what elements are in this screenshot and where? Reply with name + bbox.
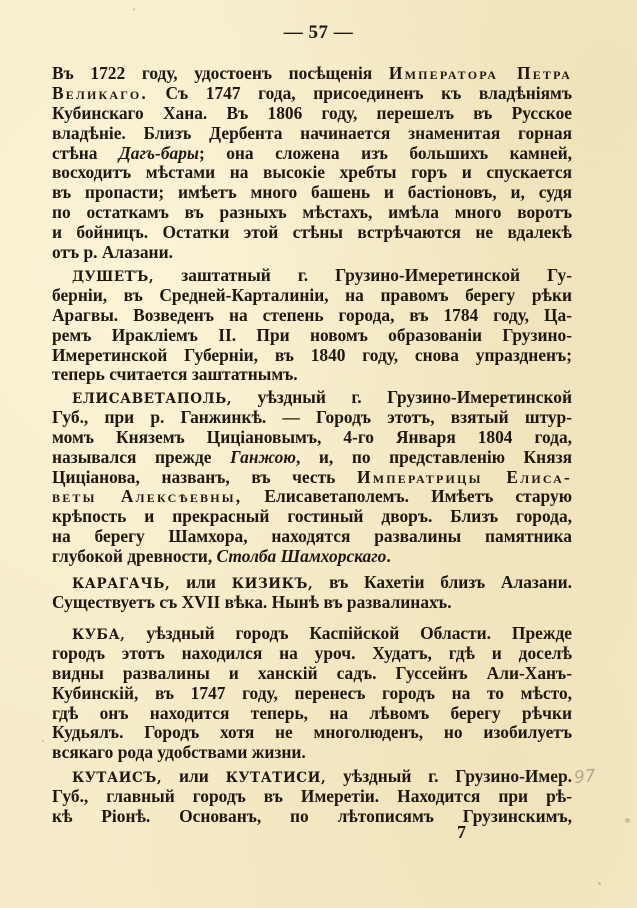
alt-headword: КИЗИКЪ, — [231, 576, 314, 592]
spaced-name: Императрицы Елиса- — [356, 466, 572, 487]
signature-mark: 7 — [457, 822, 466, 842]
text-run: Цицiанова, названъ, въ честь — [52, 466, 336, 487]
text-line: владѣніе. Близъ Дербента начинается знаменитая горная — [52, 122, 572, 143]
text-line: Кубинскаго Хана. Въ 1806 году, перешелъ въ Русское — [52, 102, 572, 123]
text-line: ремъ Ираклiемъ II. При новомъ образованіи Грузино- — [52, 324, 572, 345]
text-line — [52, 266, 572, 286]
pencil-margin-note: 97 — [573, 765, 597, 789]
alt-headword: КУТАТИСИ, — [225, 770, 327, 786]
text-line — [52, 547, 572, 567]
text-line: и бойницъ. Остатки этой стѣны встрѣчаются не вдалекѣ — [52, 222, 572, 243]
text-line: Кубинскій, въ 1747 году, перенесъ городъ на то мѣсто, — [52, 682, 572, 703]
text-run: заштатный г. Грузино-Имеретинской Гу- — [181, 265, 572, 285]
headword: КУТАИСЪ, — [72, 770, 163, 786]
spaced-name: Великаго. — [52, 82, 148, 103]
connector-word: или — [179, 766, 209, 786]
text-line — [52, 624, 572, 644]
text-line — [52, 573, 572, 593]
entry-kutais — [52, 767, 572, 827]
text-run: въ Кахетіи близъ Алазани. — [329, 572, 572, 592]
text-run: уѣздный г. Грузино-Имеретинской — [257, 387, 572, 407]
text-line: гдѣ онъ находится теперь, на лѣвомъ берегу рѣчки — [52, 702, 572, 723]
text-line: берніи, въ Средней-Карталиніи, на правомъ берегу рѣки — [52, 284, 572, 305]
text-run: стѣна — [52, 142, 98, 163]
text-line: въ пропасти; имѣетъ много башень и бастіоновъ, и, судя — [52, 182, 572, 203]
entry-kuba — [52, 624, 572, 763]
text-run: , и, по представленію Князя — [296, 446, 572, 467]
text-line: Арагвы. Возведенъ на степень города, въ 1784 году, Ца- — [52, 304, 572, 325]
text-run: уѣздный городъ Каспійской Области. Прежде — [146, 623, 572, 643]
text-line — [52, 388, 572, 408]
text-run: Въ 1722 году, удостоенъ посѣщенія — [52, 63, 373, 83]
text-line: восходитъ мѣстами на высокіе хребты горъ и спускается — [52, 162, 572, 183]
paper-speck — [625, 818, 630, 823]
spaced-name: Императора Петра — [388, 63, 572, 83]
text-run: назывался прежде — [52, 446, 212, 467]
text-line: кѣ Ріонѣ. Основанъ, по лѣтописямъ Грузинскимъ, — [52, 805, 572, 826]
text-line: момъ Княземъ Цицiановымъ, 4-го Января 1804 года, — [52, 426, 572, 447]
text-line — [52, 487, 572, 507]
text-line: теперь считается заштатнымъ. — [52, 364, 298, 385]
text-line — [52, 84, 572, 104]
text-line: крѣпость и прекрасный гостиный дворъ. Близъ города, — [52, 506, 572, 527]
entry-karagach — [52, 573, 572, 613]
page-number: — 57 — — [283, 22, 354, 43]
text-line — [52, 64, 572, 84]
entry-dushet — [52, 266, 572, 385]
spaced-name: веты Алексѣевны, — [52, 486, 243, 507]
entry-elisavetpol — [52, 388, 572, 567]
italic-term: Столба Шамхорскаго — [216, 546, 387, 567]
text-line: Кудьялъ. Городъ хотя не многолюденъ, но изобилуетъ — [52, 722, 572, 743]
headword: ЕЛИСАВЕТАПОЛЬ, — [72, 391, 233, 407]
italic-term: Дагъ-бары — [118, 142, 199, 163]
text-run: глубокой древности, — [52, 546, 213, 567]
text-run: ; она сложена изъ большихъ камней, — [198, 142, 572, 163]
text-run: уѣздный г. Грузино-Имер. — [343, 766, 572, 786]
text-line — [52, 144, 572, 164]
text-line: на берегу Шамхора, находятся развалины памятника — [52, 526, 572, 547]
text-line: Имеретинской Губерніи, въ 1840 году, снова упраздненъ; — [52, 344, 572, 365]
text-line: городъ этотъ находился на уроч. Худатъ, гдѣ и доселѣ — [52, 642, 572, 663]
headword: ДУШЕТЪ, — [72, 269, 155, 285]
text-line — [52, 448, 572, 468]
text-line: Губ., главный городъ въ Имеретіи. Находится при рѣ- — [52, 785, 572, 806]
text-line — [52, 468, 572, 488]
text-line — [52, 767, 572, 787]
text-line: Существуетъ съ XVII вѣка. Нынѣ въ развалинахъ. — [52, 591, 452, 612]
text-line: отъ р. Алазани. — [52, 242, 173, 263]
text-line: Губ., при р. Ганжинкѣ. — Городъ этотъ, взятый штур- — [52, 406, 572, 427]
headword: КУБА, — [72, 627, 126, 643]
paper-speck — [133, 8, 135, 11]
text-run: . — [386, 546, 391, 567]
text-line: видны развалины и ханскій садъ. Гуссейнъ Али-Ханъ- — [52, 662, 572, 683]
connector-word: или — [186, 572, 216, 592]
text-line: всякаго рода удобствами жизни. — [52, 742, 306, 763]
headword: КАРАГАЧЬ, — [72, 576, 171, 592]
paper-speck — [598, 882, 601, 885]
entry-derbent-continuation — [52, 64, 572, 263]
text-line: по остаткамъ въ разныхъ мѣстахъ, имѣла много воротъ — [52, 202, 572, 223]
italic-term: Ганжою — [230, 446, 296, 467]
text-run: Елисаветаполемъ. Имѣетъ старую — [264, 486, 572, 507]
paper-speck — [42, 740, 44, 742]
text-run: Съ 1747 года, присоединенъ къ владѣніямъ — [165, 82, 572, 103]
